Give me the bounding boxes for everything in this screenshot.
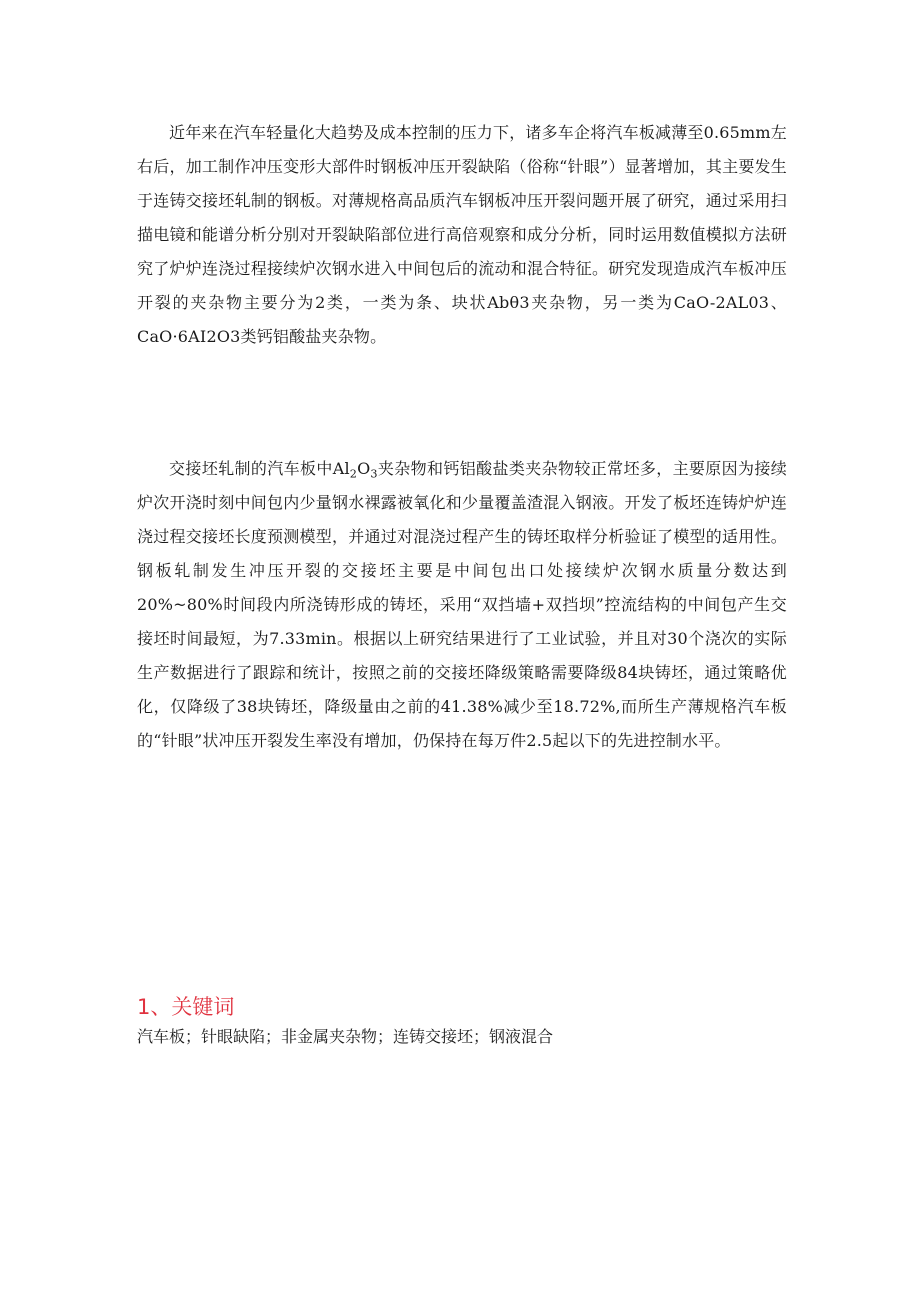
abstract-paragraph-2-pre: 交接坯轧制的汽车板中Al: [169, 459, 350, 478]
keywords-heading: 1、关键词: [137, 995, 235, 1019]
abstract-paragraph-2: [137, 452, 787, 758]
abstract-paragraph-2-post: 夹杂物和钙铝酸盐类夹杂物较正常坯多，主要原因为接续炉次开浇时刻中间包内少量钢水裸露被氧化和少量覆盖渣混入钢液。开发了板坯连铸炉炉连浇过程交接坯长度预测模型，并通过对混浇过程产生的铸坯取样分析验证了模型的适用性。钢板轧制发生冲压开裂的交接坯主要是中间包出口处接续炉次钢水质量分数达到20%~80%时间段内所浇铸形成的铸坯，采用“双挡墙+双挡坝”控流结构的中间包产生交接坯时间最短，为7.33min。根据以上研究结果进行了工业试验，并且对30个浇次的实际生产数据进行了跟踪和统计，按照之前的交接坯降级策略需要降级84块铸坯，通过策略优化，仅降级了38块铸坯，降级量由之前的41.38%减少至18.72%,而所生产薄规格汽车板的“针眼”状冲压开裂发生率没有增加，仍保持在每万件2.5起以下的先进控制水平。: [137, 459, 787, 750]
formula-subscript-3: 3: [370, 467, 378, 481]
formula-oxygen: O: [357, 459, 371, 478]
abstract-paragraph-1: 近年来在汽车轻量化大趋势及成本控制的压力下，诸多车企将汽车板减薄至0.65mm左右后，加工制作冲压变形大部件时钢板冲压开裂缺陷（俗称“针眼”）显著增加，其主要发生于连铸交接坯轧制的钢板。对薄规格高品质汽车钢板冲压开裂问题开展了研究，通过采用扫描电镜和能谱分析分别对开裂缺陷部位进行高倍观察和成分分析，同时运用数值模拟方法研究了炉炉连浇过程接续炉次钢水进入中间包后的流动和混合特征。研究发现造成汽车板冲压开裂的夹杂物主要分为2类，一类为条、块状Abθ3夹杂物，另一类为CaO-2AL03、CaO·6AI2O3类钙铝酸盐夹杂物。: [137, 123, 787, 346]
keywords-list: 汽车板；针眼缺陷；非金属夹杂物；连铸交接坯；钢液混合: [137, 1027, 554, 1046]
formula-subscript-2: 2: [349, 467, 358, 481]
